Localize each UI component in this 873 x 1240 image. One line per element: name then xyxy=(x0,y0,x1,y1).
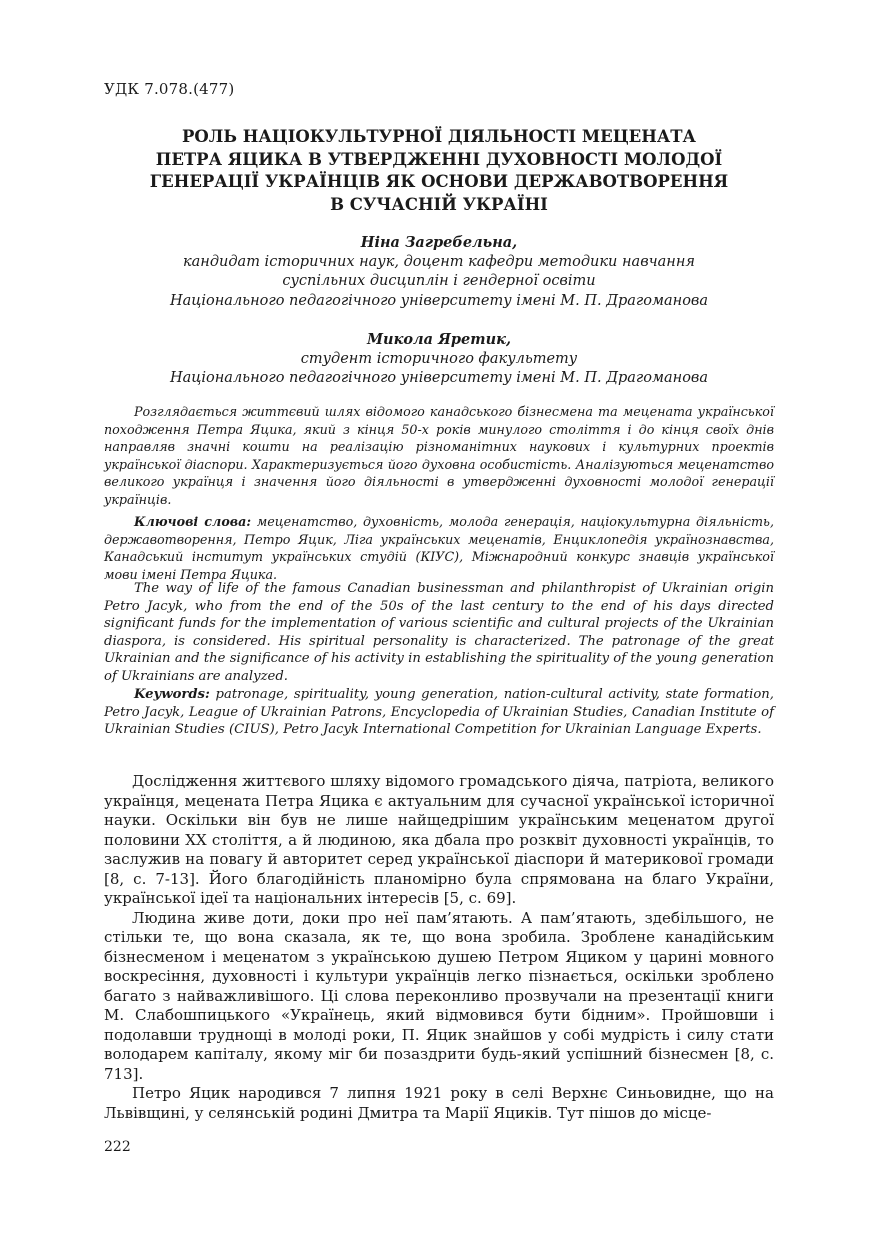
paragraph: Людина живе доти, доки про неї пам’ятають. А пам’ятають, здебільшого, не стільки те, що вона сказала, як те, що вона зробила. Зроблене канадійським бізнесменом і меценатом з українською душею Петром Яциком у царині мовного воскресіння, духовності і культури українців легко пізнається, оскільки зроблено багато з найважливішого. Ці слова переконливо прозвучали на презентації книги М. Слабошпицького «Українець, який відмовився бути бідним». Пройшовши і подолавши труднощі в молоді роки, П. Яцик знайшов у собі мудрість і силу стати володарем капіталу, якому міг би позаздрити будь-який успішний бізнесмен [8, с. 713]. xyxy=(104,908,774,1083)
abstract-ukrainian xyxy=(104,403,774,508)
page-number: 222 xyxy=(104,1139,131,1155)
keywords-text: меценатство, духовність, молода генерація, націокультурна діяльність, державотворення, Петро Яцик, Ліга українських меценатів, Енциклопедія українознавства, Канадський інститут українських студій (КІУС), Міжнародний конкурс знавців української мови імені Петра Яцика. xyxy=(104,514,774,582)
author-name: Ніна Загребельна, xyxy=(360,234,518,251)
abstract-english xyxy=(104,580,774,685)
main-text xyxy=(104,772,774,1123)
keywords-english xyxy=(104,686,774,739)
title-line: ГЕНЕРАЦІЇ УКРАЇНЦІВ ЯК ОСНОВИ ДЕРЖАВОТВОРЕННЯ xyxy=(149,172,729,191)
paragraph: Дослідження життєвого шляху відомого громадського діяча, патріота, великого українця, мецената Петра Яцика є актуальним для сучасної української історичної науки. Оскільки він був не лише найщедрішим українським меценатом другої половини ХХ століття, а й людиною, яка дбала про розквіт духовності українців, то заслужив на повагу й авторитет серед української діаспори й материкової громади [8, с. 7-13]. Його благодійність планомірно була спрямована на благо України, української ідеї та національних інтересів [5, с. 69]. xyxy=(104,772,774,907)
keywords-label: Ключові слова: xyxy=(134,514,252,529)
keywords-label: Keywords: xyxy=(134,687,210,702)
author-affiliation: суспільних дисциплін і гендерної освіти xyxy=(282,273,596,289)
author-block-2 xyxy=(104,330,774,389)
udc-code: УДК 7.078.(477) xyxy=(104,80,235,98)
keywords-ukrainian xyxy=(104,513,774,583)
author-name: Микола Яретик, xyxy=(366,331,512,348)
author-affiliation: кандидат історичних наук, доцент кафедри методики навчання xyxy=(182,253,696,270)
keywords-text: patronage, spirituality, young generation, nation-cultural activity, state formation, Petro Jacyk, League of Ukrainian Patrons, Encyclopedia of Ukrainian Studies, Canadian Institute of Ukrainian Studies (CIUS), Petro Jacyk International Competition for Ukrainian Language Experts. xyxy=(104,687,774,737)
abstract-text: The way of life of the famous Canadian businessman and philanthropist of Ukrainian origin Petro Jacyk, who from the end of the 50s of the last century to the end of his days directed significant funds for the implementation of various scientific and cultural projects of the Ukrainian diaspora, is considered. His spiritual personality is characterized. The patronage of the great Ukrainian and the significance of his activity in establishing the spirituality of the young generation of Ukrainians are analyzed. xyxy=(104,581,774,684)
author-affiliation: Національного педагогічного університету імені М. П. Драгоманова xyxy=(169,370,709,386)
paragraph: Петро Яцик народився 7 липня 1921 року в селі Верхнє Синьовидне, що на Львівщині, у селянській родині Дмитра та Марії Яциків. Тут пішов до місце- xyxy=(104,1084,774,1122)
abstract-text: Розглядається життєвий шлях відомого канадського бізнесмена та мецената української походження Петра Яцика, який з кінця 50-х років минулого століття і до кінця своїх днів направляв значні кошти на реалізацію різноманітних наукових і культурних проектів української діаспори. Характеризується його духовна особистість. Аналізуються меценатство великого українця і значення його діяльності в утвердженні духовності молодої генерації українців. xyxy=(104,404,774,507)
author-block-1 xyxy=(104,233,774,311)
article-title xyxy=(104,126,774,216)
title-line: ПЕТРА ЯЦИКА В УТВЕРДЖЕННІ ДУХОВНОСТІ МОЛОДОЇ xyxy=(155,149,723,169)
author-affiliation: студент історичного факультету xyxy=(300,350,578,367)
author-affiliation: Національного педагогічного університету імені М. П. Драгоманова xyxy=(169,292,709,309)
title-line: РОЛЬ НАЦІОКУЛЬТУРНОЇ ДІЯЛЬНОСТІ МЕЦЕНАТА xyxy=(182,127,696,146)
title-line: В СУЧАСНІЙ УКРАЇНІ xyxy=(330,194,548,214)
